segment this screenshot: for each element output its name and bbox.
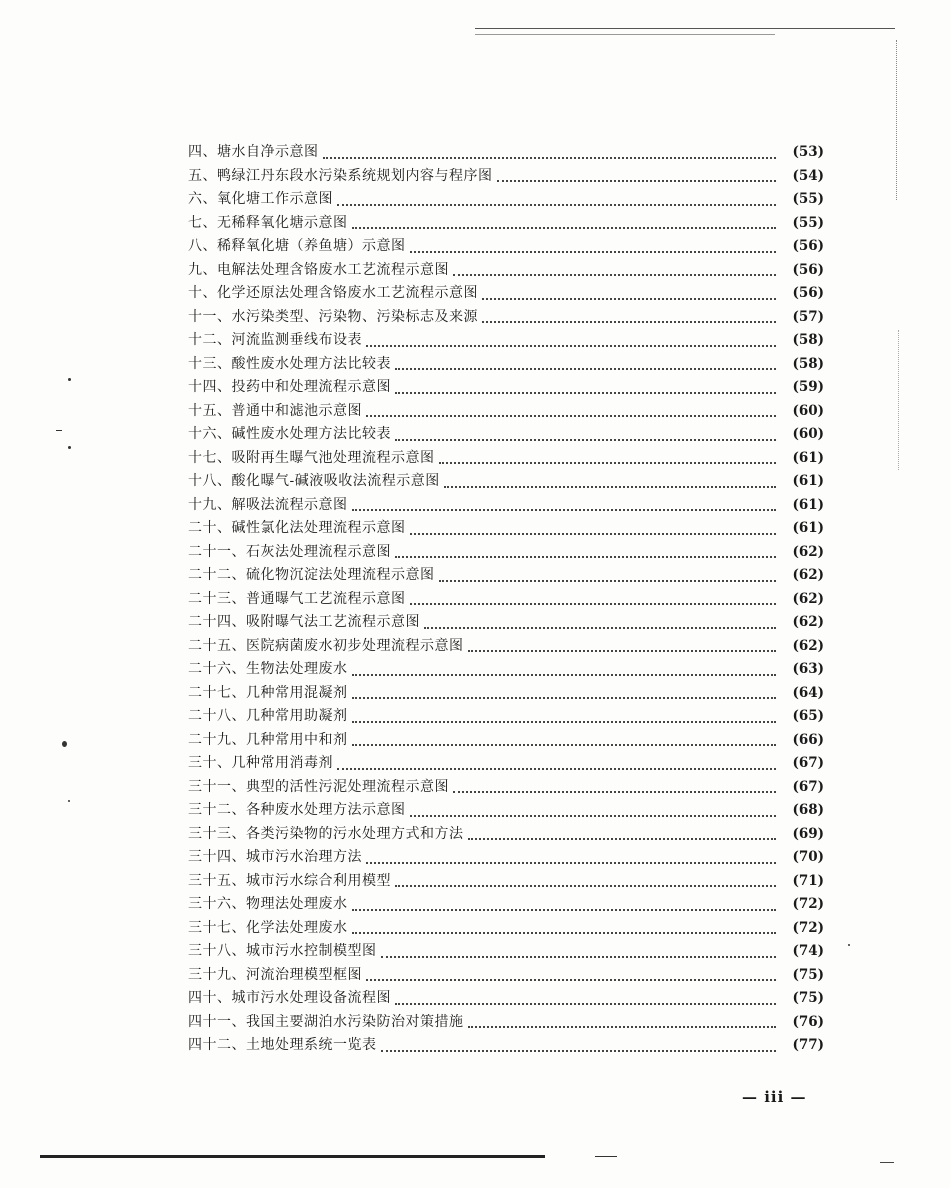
toc-entry-page: (68) <box>792 802 824 818</box>
toc-entry-title: 二十六、生物法处理废水 <box>188 661 348 677</box>
toc-entry <box>188 893 824 917</box>
toc-entry-page: (72) <box>792 919 824 936</box>
toc-leader-dots <box>352 715 777 723</box>
toc-entry-page: (58) <box>792 332 824 348</box>
toc-entry-page: (75) <box>792 966 824 983</box>
scan-edge-marks-lower <box>898 330 909 470</box>
toc-entry <box>188 541 824 565</box>
toc-entry-title: 七、无稀释氧化塘示意图 <box>188 214 348 231</box>
toc-entry-page: (62) <box>792 614 824 630</box>
toc-leader-dots <box>323 151 777 159</box>
toc-entry-page: (71) <box>792 872 824 889</box>
toc-entry-page: (65) <box>792 708 824 724</box>
toc-leader-dots <box>453 785 776 793</box>
toc-leader-dots <box>497 174 777 182</box>
toc-entry <box>188 212 824 236</box>
scan-bottom-rule-right <box>880 1162 894 1163</box>
toc-leader-dots <box>410 245 777 253</box>
toc-entry <box>188 964 824 988</box>
toc-entry-title: 十八、酸化曝气-碱液吸收法流程示意图 <box>188 473 440 489</box>
toc-entry <box>188 752 824 776</box>
toc-entry-page: (53) <box>792 144 824 160</box>
toc-leader-dots <box>366 339 776 347</box>
toc-leader-dots <box>395 433 776 441</box>
toc-entry-page: (54) <box>792 167 824 184</box>
toc-entry-page: (69) <box>792 825 824 842</box>
toc-leader-dots <box>453 268 776 276</box>
toc-entry <box>188 987 824 1011</box>
toc-entry-page: (61) <box>792 520 824 536</box>
toc-entry-title: 四十一、我国主要湖泊水污染防治对策措施 <box>188 1013 464 1030</box>
toc-entry-title: 二十一、石灰法处理流程示意图 <box>188 543 391 560</box>
toc-entry-page: (56) <box>792 238 824 254</box>
toc-entry-title: 三十九、河流治理模型框图 <box>188 966 362 983</box>
toc-entry <box>188 282 824 306</box>
toc-entry-page: (60) <box>792 426 824 442</box>
toc-entry <box>188 870 824 894</box>
toc-entry <box>188 917 824 941</box>
toc-entry <box>188 423 824 447</box>
scan-speck <box>68 378 71 381</box>
toc-entry-page: (55) <box>792 214 824 231</box>
toc-leader-dots <box>410 809 777 817</box>
toc-leader-dots <box>337 198 776 206</box>
toc-entry-title: 二十、碱性氯化法处理流程示意图 <box>188 520 406 536</box>
toc-leader-dots <box>482 292 776 300</box>
scan-speck <box>62 741 67 747</box>
toc-entry-title: 三十五、城市污水综合利用模型 <box>188 872 391 889</box>
scan-speck <box>68 446 71 449</box>
toc-leader-dots <box>410 527 777 535</box>
toc-leader-dots <box>482 315 776 323</box>
toc-entry-title: 四十二、土地处理系统一览表 <box>188 1037 377 1053</box>
toc-entry-title: 三十二、各种废水处理方法示意图 <box>188 802 406 818</box>
toc-entry <box>188 1034 824 1058</box>
toc-entry-page: (60) <box>792 402 824 419</box>
toc-entry-page: (72) <box>792 896 824 912</box>
toc-entry <box>188 447 824 471</box>
toc-entry-page: (76) <box>792 1013 824 1030</box>
toc-leader-dots <box>395 362 776 370</box>
toc-leader-dots <box>381 1044 777 1052</box>
toc-entry-page: (63) <box>792 661 824 677</box>
toc-entry-page: (62) <box>792 637 824 654</box>
toc-leader-dots <box>337 762 776 770</box>
toc-entry-title: 二十八、几种常用助凝剂 <box>188 708 348 724</box>
toc-entry-title: 十五、普通中和滤池示意图 <box>188 402 362 419</box>
toc-leader-dots <box>395 879 776 887</box>
toc-entry <box>188 353 824 377</box>
toc-entry-title: 十九、解吸法流程示意图 <box>188 496 348 513</box>
toc-entry-page: (70) <box>792 849 824 865</box>
toc-entry-title: 八、稀释氧化塘（养鱼塘）示意图 <box>188 238 406 254</box>
toc-leader-dots <box>424 621 776 629</box>
toc-entry-page: (56) <box>792 285 824 301</box>
toc-entry-title: 三十、几种常用消毒剂 <box>188 755 333 771</box>
toc-entry <box>188 188 824 212</box>
toc-entry <box>188 564 824 588</box>
toc-entry <box>188 235 824 259</box>
toc-entry-page: (62) <box>792 543 824 560</box>
toc-leader-dots <box>381 950 777 958</box>
toc-leader-dots <box>366 856 776 864</box>
toc-entry-title: 十二、河流监测垂线布设表 <box>188 332 362 348</box>
toc-entry-title: 十一、水污染类型、污染物、污染标志及来源 <box>188 308 478 325</box>
toc-entry-title: 三十七、化学法处理废水 <box>188 919 348 936</box>
toc-entry <box>188 611 824 635</box>
toc-entry-title: 十四、投药中和处理流程示意图 <box>188 379 391 395</box>
toc-entry <box>188 259 824 283</box>
toc-entry <box>188 635 824 659</box>
toc-entry <box>188 799 824 823</box>
scan-speck <box>848 944 850 946</box>
toc-leader-dots <box>439 574 777 582</box>
toc-entry <box>188 705 824 729</box>
toc-leader-dots <box>352 738 777 746</box>
toc-entry <box>188 658 824 682</box>
toc-entry <box>188 306 824 330</box>
scan-bottom-rule <box>40 1155 545 1158</box>
toc-entry <box>188 141 824 165</box>
toc-leader-dots <box>352 668 777 676</box>
toc-entry-title: 四、塘水自净示意图 <box>188 144 319 160</box>
toc-leader-dots <box>352 926 777 934</box>
toc-entry-page: (75) <box>792 990 824 1006</box>
toc-entry <box>188 823 824 847</box>
toc-leader-dots <box>395 997 776 1005</box>
toc-entry-title: 三十三、各类污染物的污水处理方式和方法 <box>188 825 464 842</box>
toc-entry-page: (67) <box>792 778 824 795</box>
toc-leader-dots <box>439 456 777 464</box>
toc-entry-title: 五、鸭绿江丹东段水污染系统规划内容与程序图 <box>188 167 493 184</box>
toc-entry-page: (55) <box>792 191 824 207</box>
toc-entry <box>188 376 824 400</box>
toc-entry-page: (61) <box>792 496 824 513</box>
toc-entry-page: (74) <box>792 943 824 959</box>
toc-entry-title: 九、电解法处理含铬废水工艺流程示意图 <box>188 261 449 278</box>
toc-entry <box>188 1011 824 1035</box>
toc-entry-page: (57) <box>792 308 824 325</box>
scan-edge-marks <box>896 40 907 200</box>
toc-entry <box>188 329 824 353</box>
toc-entry-page: (77) <box>792 1037 824 1053</box>
toc-entry-title: 十三、酸性废水处理方法比较表 <box>188 355 391 372</box>
toc-entry-title: 二十三、普通曝气工艺流程示意图 <box>188 590 406 607</box>
page-number: — iii — <box>742 1088 807 1106</box>
toc-entry-title: 二十九、几种常用中和剂 <box>188 731 348 748</box>
toc-leader-dots <box>410 597 777 605</box>
toc-leader-dots <box>352 903 777 911</box>
toc-entry-title: 四十、城市污水处理设备流程图 <box>188 990 391 1006</box>
toc-entry-page: (64) <box>792 684 824 701</box>
toc-entry-title: 十六、碱性废水处理方法比较表 <box>188 426 391 442</box>
toc-entry-title: 二十七、几种常用混凝剂 <box>188 684 348 701</box>
toc-entry-title: 二十四、吸附曝气法工艺流程示意图 <box>188 614 420 630</box>
toc-entry <box>188 682 824 706</box>
toc-leader-dots <box>395 386 776 394</box>
toc-leader-dots <box>468 832 777 840</box>
toc-leader-dots <box>352 503 777 511</box>
toc-leader-dots <box>352 221 777 229</box>
toc-entry-title: 十、化学还原法处理含铬废水工艺流程示意图 <box>188 285 478 301</box>
scan-speck <box>56 430 62 431</box>
toc-entry-title: 二十二、硫化物沉淀法处理流程示意图 <box>188 567 435 583</box>
toc-entry-page: (61) <box>792 449 824 466</box>
table-of-contents <box>188 141 824 1058</box>
toc-leader-dots <box>395 550 776 558</box>
toc-entry <box>188 517 824 541</box>
toc-entry <box>188 729 824 753</box>
scan-top-rule-secondary <box>475 34 775 35</box>
toc-entry-title: 三十八、城市污水控制模型图 <box>188 943 377 959</box>
toc-entry <box>188 940 824 964</box>
toc-entry <box>188 400 824 424</box>
toc-leader-dots <box>468 644 777 652</box>
toc-entry-page: (66) <box>792 731 824 748</box>
toc-leader-dots <box>366 409 776 417</box>
toc-entry-page: (59) <box>792 379 824 395</box>
toc-entry-title: 三十四、城市污水治理方法 <box>188 849 362 865</box>
toc-leader-dots <box>366 973 776 981</box>
toc-entry <box>188 846 824 870</box>
toc-entry-page: (67) <box>792 755 824 771</box>
toc-entry <box>188 588 824 612</box>
toc-entry-page: (58) <box>792 355 824 372</box>
toc-entry-page: (61) <box>792 473 824 489</box>
scan-top-rule <box>475 28 895 29</box>
scan-speck <box>68 800 70 802</box>
toc-leader-dots <box>468 1020 777 1028</box>
toc-entry-title: 二十五、医院病菌废水初步处理流程示意图 <box>188 637 464 654</box>
toc-entry <box>188 470 824 494</box>
toc-leader-dots <box>352 691 777 699</box>
scan-bottom-rule-short <box>595 1156 617 1157</box>
toc-entry-page: (56) <box>792 261 824 278</box>
toc-entry-page: (62) <box>792 567 824 583</box>
toc-entry <box>188 165 824 189</box>
toc-entry-title: 三十一、典型的活性污泥处理流程示意图 <box>188 778 449 795</box>
toc-entry-title: 六、氧化塘工作示意图 <box>188 191 333 207</box>
toc-leader-dots <box>444 480 776 488</box>
toc-entry-title: 十七、吸附再生曝气池处理流程示意图 <box>188 449 435 466</box>
toc-entry-title: 三十六、物理法处理废水 <box>188 896 348 912</box>
toc-entry <box>188 776 824 800</box>
toc-entry <box>188 494 824 518</box>
toc-entry-page: (62) <box>792 590 824 607</box>
